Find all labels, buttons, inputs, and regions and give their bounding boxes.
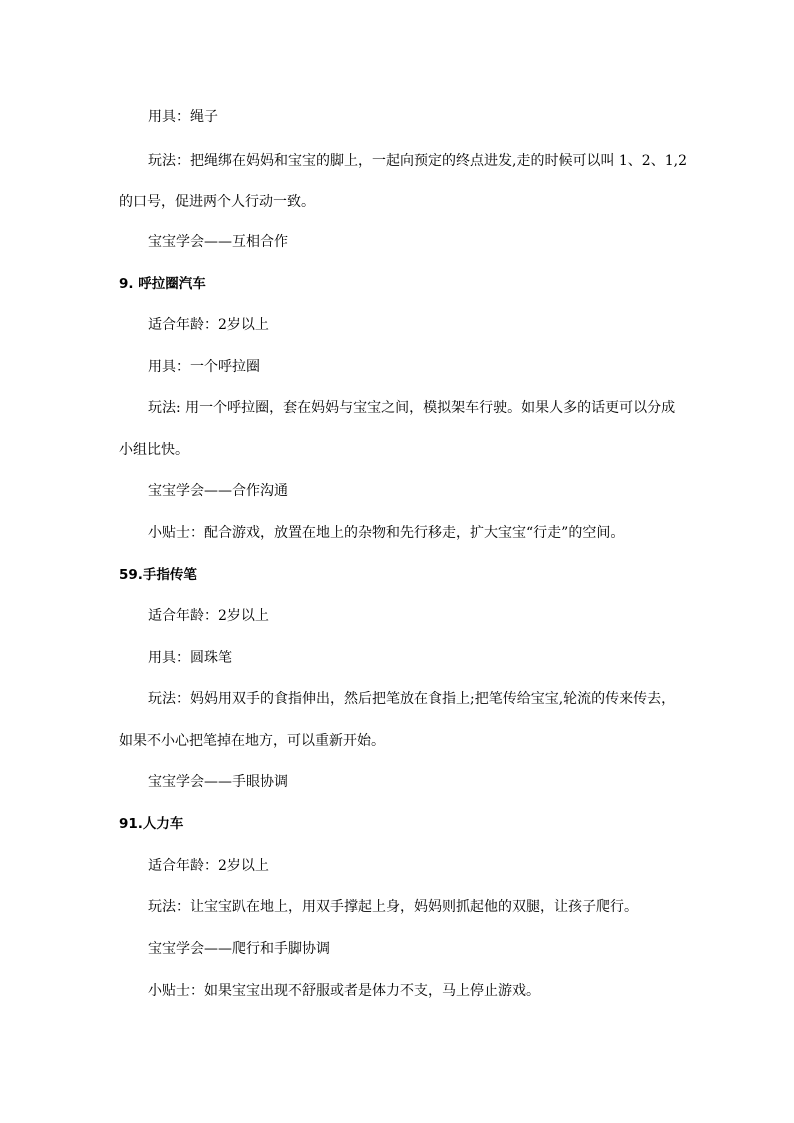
- hula-hoop-play-line-1: 玩法: 用一个呼拉圈，套在妈妈与宝宝之间，模拟架车行驶。如果人多的话更可以分成: [148, 400, 676, 416]
- hula-hoop-learn-line: 宝宝学会——合作沟通: [148, 483, 288, 499]
- section-heading-finger-pen: 59.手指传笔: [119, 567, 197, 583]
- finger-pen-learn-line: 宝宝学会——手眼协调: [148, 774, 288, 790]
- section-heading-hula-hoop-car: 9. 呼拉圈汽车: [119, 276, 206, 292]
- intro-tool-line: 用具：绳子: [148, 109, 218, 125]
- finger-pen-play-line-2: 如果不小心把笔掉在地方，可以重新开始。: [119, 733, 385, 749]
- intro-play-line-2: 的口号，促进两个人行动一致。: [119, 194, 315, 210]
- hula-hoop-age-line: 适合年龄：2岁以上: [148, 317, 269, 333]
- hula-hoop-tool-line: 用具：一个呼拉圈: [148, 359, 260, 375]
- intro-play-line-1: 玩法：把绳绑在妈妈和宝宝的脚上，一起向预定的终点进发,走的时候可以叫 1、2、1,2: [148, 153, 687, 169]
- hula-hoop-play-line-2: 小组比快。: [119, 442, 189, 458]
- hula-hoop-tip-line: 小贴士：配合游戏，放置在地上的杂物和先行移走，扩大宝宝“行走”的空间。: [148, 525, 625, 541]
- rickshaw-tip-line: 小贴士：如果宝宝出现不舒服或者是体力不支，马上停止游戏。: [148, 983, 540, 999]
- intro-learn-line: 宝宝学会——互相合作: [148, 234, 288, 250]
- rickshaw-learn-line: 宝宝学会——爬行和手脚协调: [148, 941, 330, 957]
- finger-pen-tool-line: 用具：圆珠笔: [148, 650, 232, 666]
- rickshaw-age-line: 适合年龄：2岁以上: [148, 858, 269, 874]
- finger-pen-play-line-1: 玩法：妈妈用双手的食指伸出，然后把笔放在食指上;把笔传给宝宝,轮流的传来传去，: [148, 691, 676, 707]
- section-heading-rickshaw: 91.人力车: [119, 816, 184, 832]
- finger-pen-age-line: 适合年龄：2岁以上: [148, 608, 269, 624]
- rickshaw-play-line: 玩法：让宝宝趴在地上，用双手撑起上身，妈妈则抓起他的双腿，让孩子爬行。: [148, 899, 638, 915]
